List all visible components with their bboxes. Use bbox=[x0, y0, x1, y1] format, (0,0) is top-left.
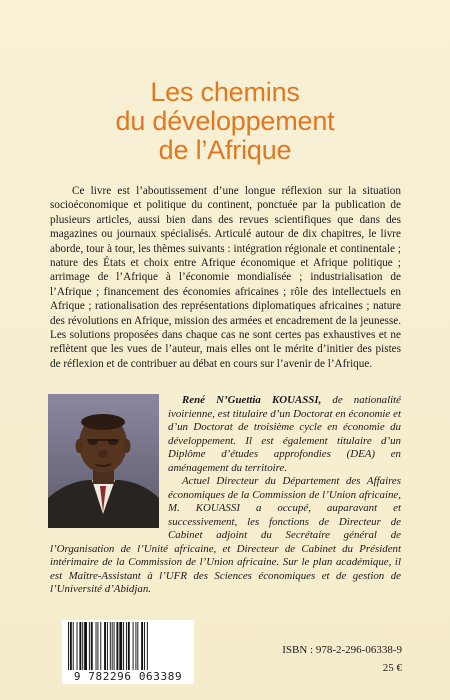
barcode-bar bbox=[100, 622, 101, 670]
title-line-2: du développement bbox=[115, 106, 335, 136]
price: 25 € bbox=[382, 662, 402, 674]
barcode-bar bbox=[89, 622, 90, 670]
barcode-bar bbox=[126, 622, 127, 670]
barcode-bar bbox=[114, 622, 115, 670]
barcode-bar bbox=[96, 622, 97, 670]
barcode-bar bbox=[141, 622, 143, 670]
author-biography bbox=[50, 394, 401, 597]
bio-paragraph-1: René N’Guettia KOUASSI, de nationalité ivoirienne, est titulaire d’un Doctorat en économie et d’un Doctorat de troisième cycle en économie du développement. Il est également titulaire d’un Diplôme d’études approfondies (DEA) en aménagement du territoire. bbox=[168, 394, 401, 474]
barcode-bar bbox=[119, 622, 122, 670]
barcode-bar bbox=[104, 622, 106, 670]
barcode-bar bbox=[135, 622, 136, 670]
barcode-bar bbox=[70, 622, 72, 670]
barcode-bar bbox=[73, 622, 74, 670]
barcode-bar bbox=[133, 622, 134, 670]
barcode-bar bbox=[112, 622, 113, 670]
barcode-bar bbox=[144, 622, 145, 670]
author-name: René N’Guettia KOUASSI, bbox=[182, 394, 322, 406]
bio-paragraph-2: Actuel Directeur du Département des Affaires économiques de la Commission de l’Union africaine, M. KOUASSI a occupé, auparavant et successivement, les fonctions de Directeur de Cabinet adjoint du Secrétaire général de l’Organisation de l’Unité africaine, et Directeur de Cabinet du Président intérimaire de la Commission de l’Union africaine. Sur le plan académique, il est Maître-Assistant à l’UFR des Sciences économiques et de gestion de l’Université d’Abidjan. bbox=[50, 475, 401, 595]
barcode-bar bbox=[147, 622, 148, 670]
barcode-bars bbox=[62, 620, 194, 672]
barcode-bar bbox=[128, 622, 130, 670]
barcode-digits: 9 782296 063389 bbox=[62, 670, 194, 684]
barcode-bar bbox=[91, 622, 93, 670]
barcode-bar bbox=[116, 622, 118, 670]
barcode-bar bbox=[97, 622, 98, 670]
title-line-1: Les chemins bbox=[150, 77, 300, 107]
barcode-bar bbox=[68, 622, 69, 670]
isbn: ISBN : 978-2-296-06338-9 bbox=[282, 644, 402, 656]
barcode-bar bbox=[110, 622, 111, 670]
book-summary: Ce livre est l’aboutissement d’une longue réflexion sur la situation socioéconomique et politique du continent, ponctuée par la publication de plusieurs articles, aussi bien dans des revues scientifiques que dans des magazines ou journaux spécialisés. Articulé autour de dix chapitres, le livre aborde, tour à tour, les thèmes suivants : intégration régionale et continentale ; nature des États et choix entre Afrique économique et Afrique politique ; arrimage de l’Afrique à l’économie mondialisée ; industrialisation de l’Afrique ; financement des économies africaines ; rôle des intellectuels en Afrique ; rationalisation des représentations diplomatiques africaines ; nature des révolutions en Afrique, mission des armées et encadrement de la jeunesse. Les solutions proposées dans chaque cas ne sont certes pas exhaustives et ne reflètent que les vues de l’auteur, mais elles ont le mérite d’initier des pistes de réflexion et de contribuer au débat en cours sur l’avenir de l’Afrique. bbox=[50, 185, 401, 370]
barcode-bar bbox=[82, 622, 83, 670]
barcode-bar bbox=[137, 622, 138, 670]
barcode-bar bbox=[84, 622, 87, 670]
book-title bbox=[0, 78, 450, 165]
barcode-bar bbox=[123, 622, 124, 670]
barcode-bar bbox=[77, 622, 78, 670]
barcode-bar bbox=[79, 622, 81, 670]
barcode-bar bbox=[107, 622, 108, 670]
title-line-3: de l’Afrique bbox=[158, 135, 292, 165]
